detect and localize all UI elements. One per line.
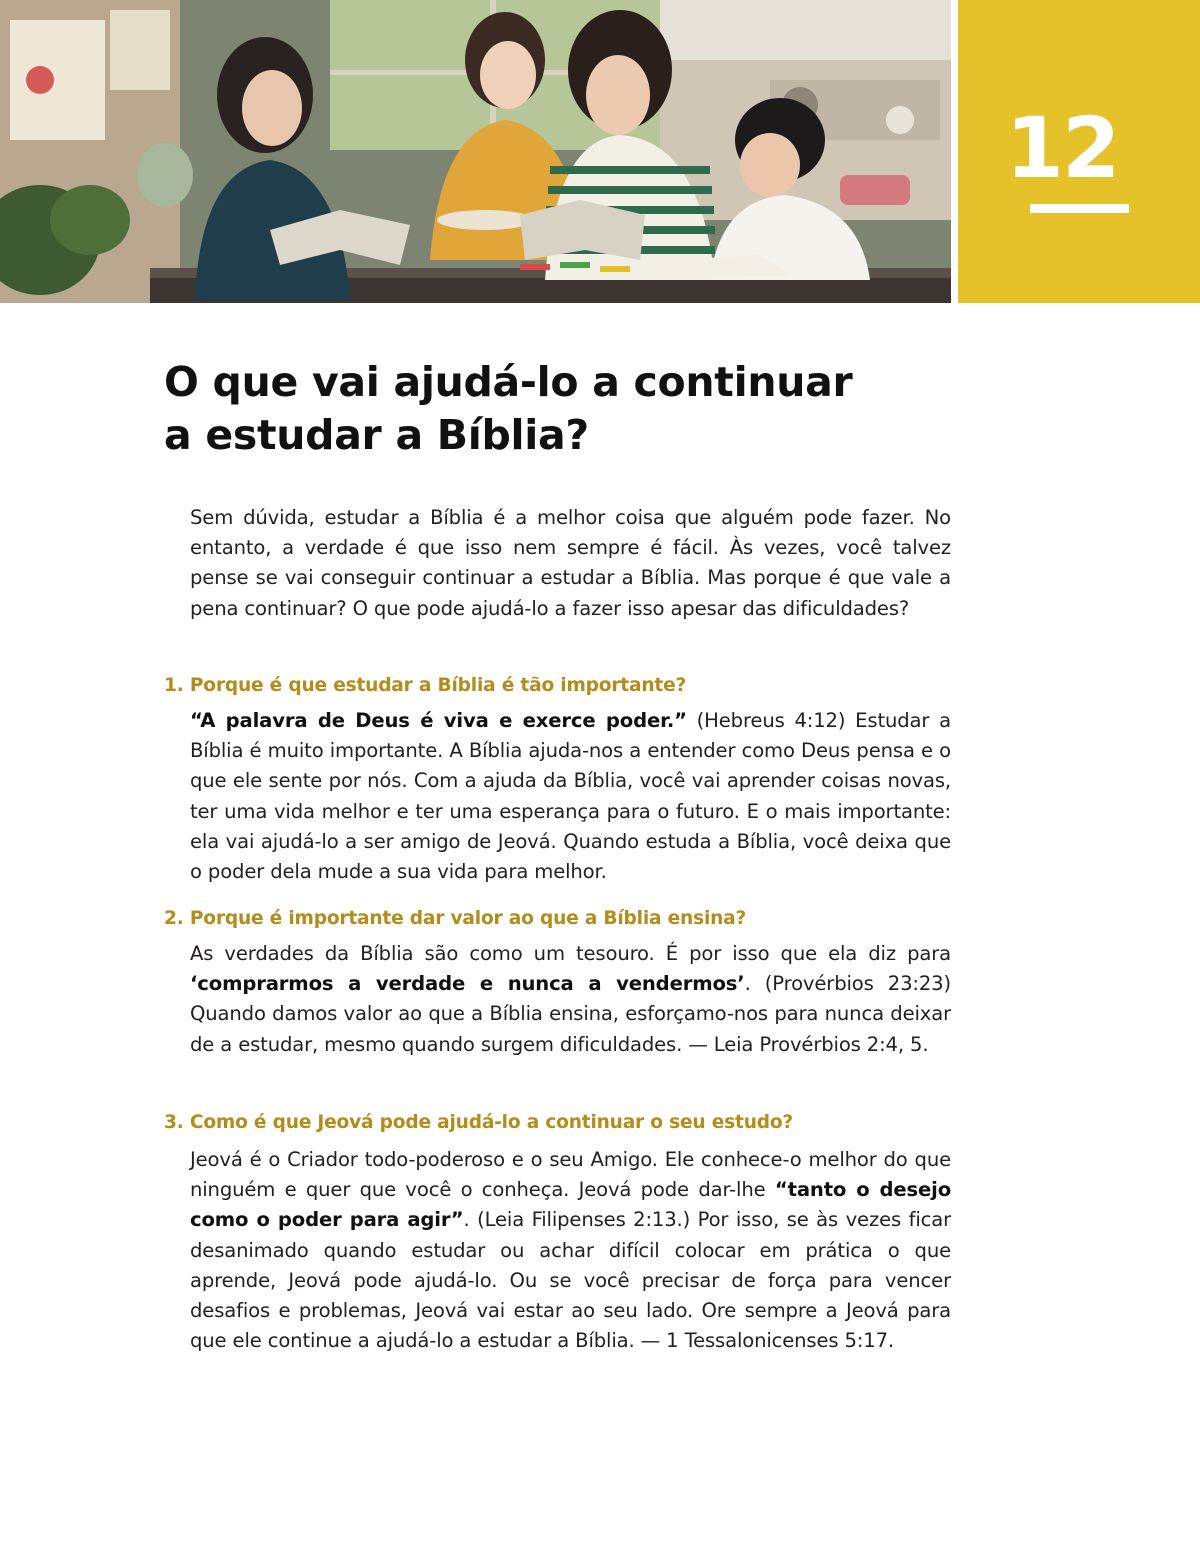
answer-1-quote: “A palavra de Deus é viva e exerce poder.” [190,709,687,732]
answer-2-text-before: As verdades da Bíblia são como um tesouro. É por isso que ela diz para [190,942,951,965]
chapter-number: 12 [1005,99,1119,197]
title-line-1: O que vai ajudá-lo a continuar [164,358,853,406]
question-2: 2. Porque é importante dar valor ao que a Bíblia ensina? [164,908,747,929]
question-1: 1. Porque é que estudar a Bíblia é tão importante? [164,675,687,696]
intro-paragraph: Sem dúvida, estudar a Bíblia é a melhor coisa que alguém pode fazer. No entanto, a verdade é que isso nem sempre é fácil. Às vezes, você talvez pense se vai conseguir continuar a estudar a Bíblia. Mas porque é que vale a pena continuar? O que pode ajudá-lo a fazer isso apesar das dificuldades? [190,506,951,620]
chapter-underline [1030,204,1129,213]
answer-1 [190,706,951,887]
answer-2-quote: ‘comprarmos a verdade e nunca a vendermos’ [190,972,745,996]
answer-2-text-after: . (Provérbios 23:23) Quando damos valor ao que a Bíblia ensina, esforçamo-nos para nunca deixar de a estudar, mesmo quando surgem dificuldades. — Leia Provérbios 2:4, 5. [190,972,951,1056]
answer-3-text-after: . (Leia Filipenses 2:13.) Por isso, se às vezes ficar desanimado quando estudar ou achar difícil colocar em prática o que aprende, Jeová pode ajudá-lo. Ou se você precisar de força para vencer desafios e problemas, Jeová vai estar ao seu lado. Ore sempre a Jeová para que ele continue a ajudá-lo a estudar a Bíblia. — 1 Tessalonicenses 5:17. [190,1208,952,1353]
answer-3-quote: “tanto o desejo como o poder para agir” [190,1178,952,1232]
answer-2 [190,939,951,1060]
answer-3 [190,1145,951,1356]
page-title [164,356,964,462]
question-3: 3. Como é que Jeová pode ajudá-lo a continuar o seu estudo? [164,1112,793,1133]
title-line-2: a estudar a Bíblia? [164,411,589,459]
header-photo [0,0,951,303]
answer-1-text: (Hebreus 4:12) Estudar a Bíblia é muito importante. A Bíblia ajuda-nos a entender como Deus pensa e o que ele sente por nós. Com a ajuda da Bíblia, você vai aprender coisas novas, ter uma vida melhor e ter uma esperança para o futuro. E o mais importante: ela vai ajudá-lo a ser amigo de Jeová. Quando estuda a Bíblia, você deixa que o poder dela mude a sua vida para melhor. [190,709,951,884]
family-bible-study-photo [0,0,951,303]
answer-3-text-before: Jeová é o Criador todo-poderoso e o seu Amigo. Ele conhece-o melhor do que ninguém e quer que você o conheça. Jeová pode dar-lhe [190,1148,951,1202]
chapter-badge [958,0,1200,303]
